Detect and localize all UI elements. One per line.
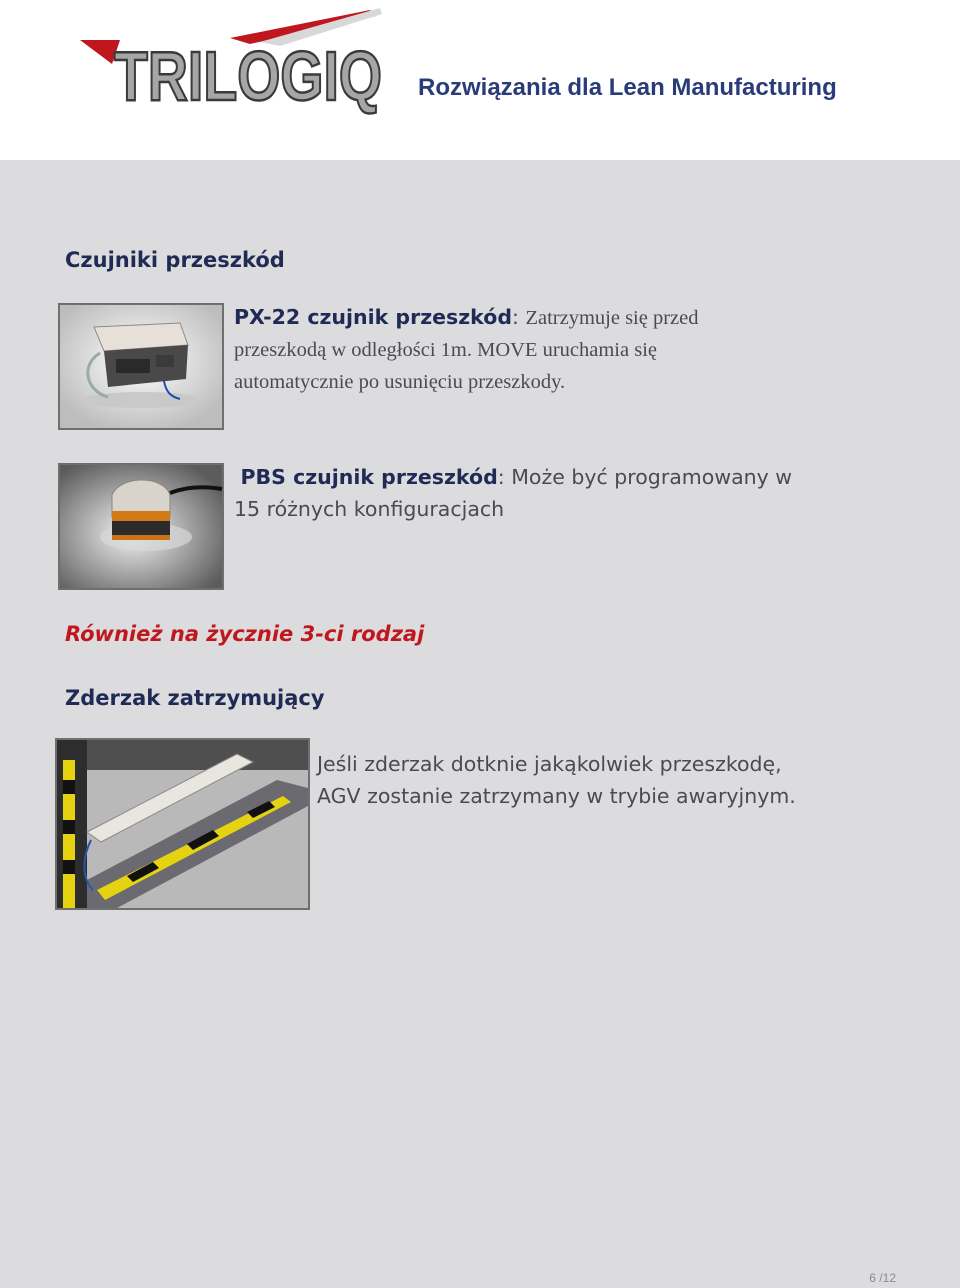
section-title-obstacle-sensors: Czujniki przeszkód bbox=[65, 248, 285, 272]
px22-line1: Zatrzymuje się przed bbox=[525, 307, 699, 329]
px22-description: PX-22 czujnik przeszkód: Zatrzymuje się przed przeszkodą w odległości 1m. MOVE uruchamia się automatycznie po usunięciu przeszkody. bbox=[234, 301, 894, 398]
logo-wordmark: TRILOGIQ bbox=[114, 37, 382, 115]
page-number: 6 /12 bbox=[869, 1271, 896, 1285]
pbs-description: PBS czujnik przeszkód: Może być programowany w 15 różnych konfiguracjach bbox=[234, 461, 894, 525]
px22-sensor-photo bbox=[58, 303, 224, 430]
section-title-bumper: Zderzak zatrzymujący bbox=[65, 686, 325, 710]
px22-name: PX-22 czujnik przeszkód bbox=[234, 305, 513, 329]
bumper-description bbox=[317, 748, 937, 812]
bumper-line1: Jeśli zderzak dotknie jakąkolwiek przeszkodę, bbox=[317, 752, 782, 776]
pbs-line1: Może być programowany w bbox=[511, 465, 793, 489]
pbs-sensor-photo bbox=[58, 463, 224, 590]
px22-line2: przeszkodą w odległości 1m. MOVE uruchamia się bbox=[234, 339, 657, 361]
section-title-third-type: Również na życznie 3-ci rodzaj bbox=[65, 622, 425, 646]
bumper-line2: AGV zostanie zatrzymany w trybie awaryjnym. bbox=[317, 784, 796, 808]
pbs-line2: 15 różnych konfiguracjach bbox=[234, 497, 505, 521]
page-header bbox=[0, 0, 960, 160]
bumper-photo bbox=[55, 738, 310, 910]
header-tagline: Rozwiązania dla Lean Manufacturing bbox=[418, 74, 837, 101]
pbs-name: PBS czujnik przeszkód bbox=[240, 465, 498, 489]
trilogiq-logo bbox=[80, 4, 390, 115]
px22-line3: automatycznie po usunięciu przeszkody. bbox=[234, 371, 566, 393]
